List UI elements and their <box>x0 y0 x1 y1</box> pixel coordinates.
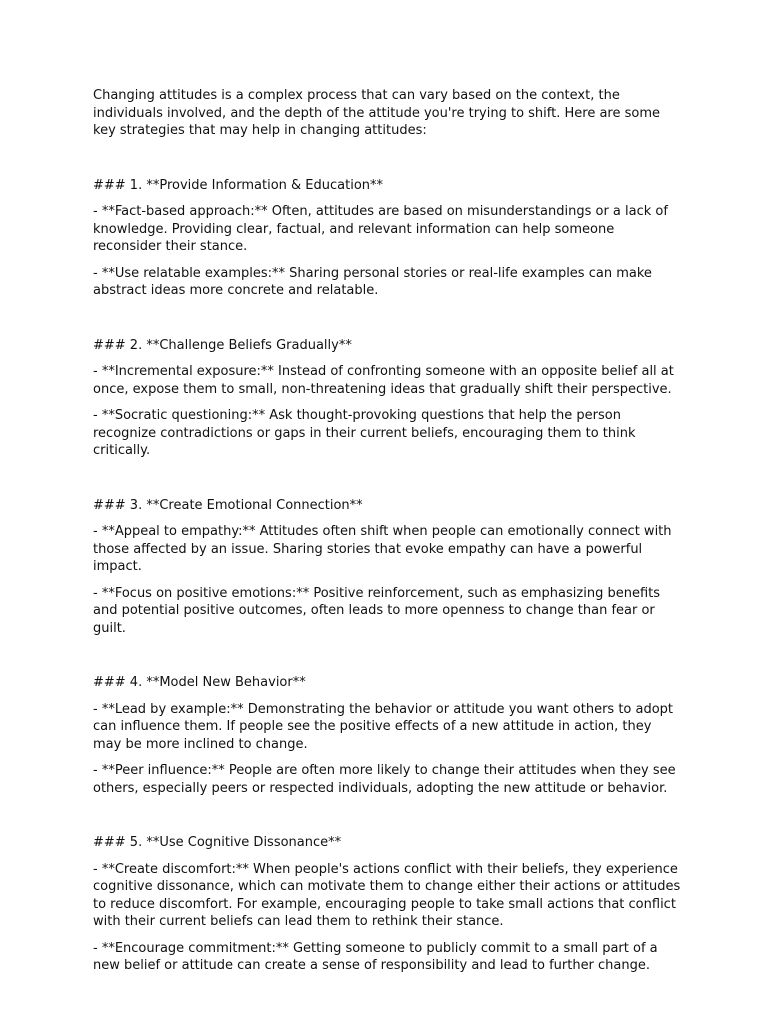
section-challenge-beliefs <box>93 337 683 460</box>
section-heading: ### 3. **Create Emotional Connection** <box>93 497 363 513</box>
bullet-item: - **Socratic questioning:** Ask thought-provoking questions that help the person recognize contradictions or gaps in their current beliefs, encouraging them to think critically. <box>93 408 636 458</box>
section-cognitive-dissonance <box>93 834 683 975</box>
section-heading: ### 1. **Provide Information & Education** <box>93 177 384 193</box>
bullet-item: - **Fact-based approach:** Often, attitudes are based on misunderstandings or a lack of knowledge. Providing clear, factual, and relevant information can help someone reconsider their stance. <box>93 204 668 254</box>
intro-paragraph: Changing attitudes is a complex process that can vary based on the context, the individuals involved, and the depth of the attitude you're trying to shift. Here are some key strategies that may help in changing attitudes: <box>93 88 661 138</box>
bullet-item: - **Peer influence:** People are often more likely to change their attitudes when they see others, especially peers or respected individuals, adopting the new attitude or behavior. <box>93 763 676 796</box>
document-page <box>93 87 683 975</box>
section-heading: ### 5. **Use Cognitive Dissonance** <box>93 835 342 850</box>
section-heading: ### 2. **Challenge Beliefs Gradually** <box>93 337 352 353</box>
bullet-item: - **Lead by example:** Demonstrating the behavior or attitude you want others to adopt can influence them. If people see the positive effects of a new attitude in action, they may be more inclined to change. <box>93 701 674 752</box>
section-heading: ### 4. **Model New Behavior** <box>93 675 306 690</box>
bullet-item: - **Focus on positive emotions:** Positive reinforcement, such as emphasizing benefits and potential positive outcomes, often leads to more openness to change than fear or guilt. <box>93 585 660 636</box>
section-model-behavior <box>93 674 683 797</box>
section-provide-information <box>93 177 683 300</box>
bullet-item: - **Encourage commitment:** Getting someone to publicly commit to a small part of a new belief or attitude can create a sense of responsibility and lead to further change. <box>93 940 658 973</box>
bullet-item: - **Appeal to empathy:** Attitudes often shift when people can emotionally connect with those affected by an issue. Sharing stories that evoke empathy can have a powerful impact. <box>93 524 672 574</box>
bullet-item: - **Create discomfort:** When people's actions conflict with their beliefs, they experience cognitive dissonance, which can motivate them to change either their actions or attitudes to reduce discomfort. For example, encouraging people to take small actions that conflict with their current beliefs can lead them to rethink their stance. <box>93 861 681 929</box>
section-emotional-connection <box>93 497 683 638</box>
bullet-item: - **Use relatable examples:** Sharing personal stories or real-life examples can make abstract ideas more concrete and relatable. <box>93 265 652 298</box>
bullet-item: - **Incremental exposure:** Instead of confronting someone with an opposite belief all at once, expose them to small, non-threatening ideas that gradually shift their perspective. <box>93 364 674 397</box>
